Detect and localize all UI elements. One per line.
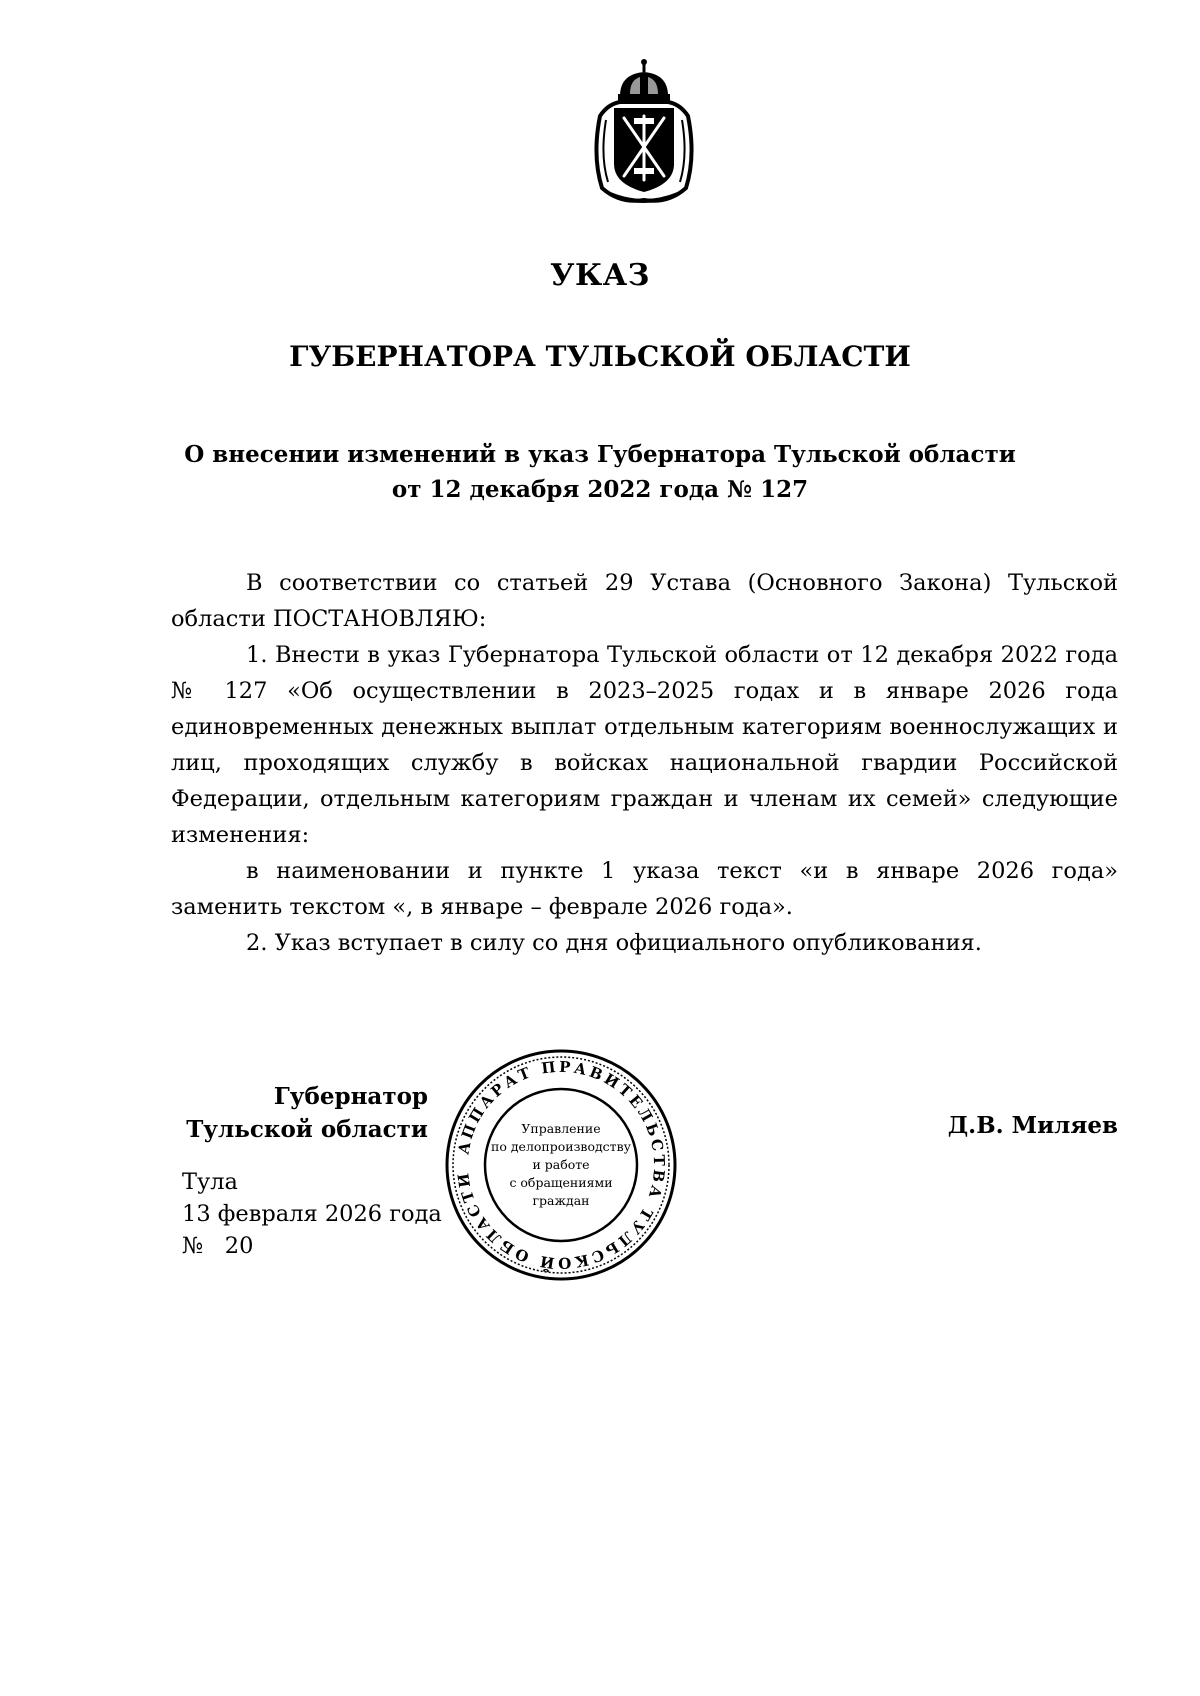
coat-of-arms-emblem [590,56,698,206]
body-paragraph: 2. Указ вступает в силу со дня официального опубликования. [246,930,982,956]
stamp-center-line: с обращениями [509,1175,613,1190]
decree-number: № 20 [182,1233,254,1259]
official-stamp [443,1047,679,1283]
place-date-number [182,1166,442,1262]
body-paragraph: В соответствии со статьей 29 Устава (Основного Закона) Тульской области ПОСТАНОВЛЯЮ: [171,570,1118,632]
decree-body [171,565,1118,961]
body-paragraph: в наименовании и пункте 1 указа текст «и в январе 2026 года» заменить текстом «, в январе – феврале 2026 года». [171,858,1118,920]
city: Тула [182,1169,238,1195]
stamp-ring-text: АППАРАТ ПРАВИТЕЛЬСТВА ТУЛЬСКОЙ ОБЛАСТИ [453,1057,669,1273]
stamp-center-line: Управление [521,1121,601,1136]
signatory-name: Д.В. Миляев [947,1112,1118,1139]
issuer-heading: ГУБЕРНАТОРА ТУЛЬСКОЙ ОБЛАСТИ [289,340,911,373]
signatory-title [180,1080,428,1146]
subject-line-2: от 12 декабря 2022 года № 127 [391,476,809,503]
signatory-title-line-1: Губернатор [273,1083,428,1110]
decree-date: 13 февраля 2026 года [182,1201,442,1227]
stamp-center-line: граждан [532,1193,590,1208]
document-type-heading: УКАЗ [550,258,650,293]
signatory-title-line-2: Тульской области [186,1116,428,1143]
stamp-center-line: и работе [532,1157,590,1172]
body-paragraph: 1. Внести в указ Губернатора Тульской области от 12 декабря 2022 года № 127 «Об осуществлении в 2023–2025 годах и в январе 2026 года единовременных денежных выплат отдельным категориям военнослужащих и лиц, проходящих службу в войсках национальной гвардии Российской Федерации, отдельным категориям граждан и членам их семей» следующие изменения: [171,642,1118,848]
decree-subject [0,437,1200,507]
subject-line-1: О внесении изменений в указ Губернатора Тульской области [184,441,1016,468]
stamp-center-line: по делопроизводству [491,1139,631,1154]
